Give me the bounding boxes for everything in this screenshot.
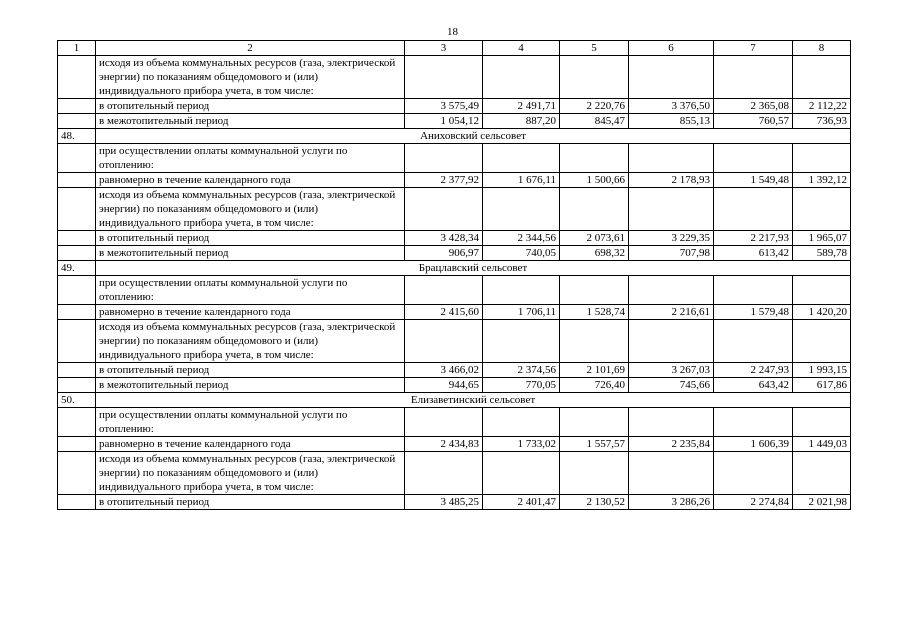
tariff-value: 1 549,48 — [714, 173, 793, 188]
tariff-value: 1 579,48 — [714, 305, 793, 320]
tariff-value: 2 216,61 — [629, 305, 714, 320]
column-header: 6 — [629, 41, 714, 56]
empty-cell — [714, 276, 793, 305]
empty-cell — [629, 144, 714, 173]
empty-cell — [483, 144, 560, 173]
empty-cell — [58, 56, 96, 99]
description-row — [58, 276, 851, 305]
tariff-value: 2 274,84 — [714, 495, 793, 510]
empty-cell — [405, 144, 483, 173]
section-number: 48. — [58, 129, 96, 144]
tariff-value: 1 054,12 — [405, 114, 483, 129]
row-description: при осуществлении оплаты коммунальной услуги по отоплению: — [96, 144, 405, 173]
tariff-value: 643,42 — [714, 378, 793, 393]
row-description: при осуществлении оплаты коммунальной услуги по отоплению: — [96, 408, 405, 437]
empty-cell — [629, 56, 714, 99]
tariff-value: 2 377,92 — [405, 173, 483, 188]
tariff-value: 2 217,93 — [714, 231, 793, 246]
empty-cell — [405, 408, 483, 437]
empty-cell — [714, 320, 793, 363]
row-label: равномерно в течение календарного года — [96, 437, 405, 452]
tariff-value: 589,78 — [793, 246, 851, 261]
row-label: в межотопительный период — [96, 378, 405, 393]
tariff-value: 2 220,76 — [560, 99, 629, 114]
table-row — [58, 363, 851, 378]
tariff-value: 3 428,34 — [405, 231, 483, 246]
row-description: исходя из объема коммунальных ресурсов (газа, электрической энергии) по показаниям общедомового и (или) индивидуального прибора учета, в том числе: — [96, 320, 405, 363]
empty-cell — [629, 320, 714, 363]
tariff-value: 736,93 — [793, 114, 851, 129]
empty-cell — [714, 452, 793, 495]
empty-cell — [483, 56, 560, 99]
description-row — [58, 144, 851, 173]
empty-cell — [405, 276, 483, 305]
column-header: 8 — [793, 41, 851, 56]
row-label: в отопительный период — [96, 231, 405, 246]
tariff-value: 1 557,57 — [560, 437, 629, 452]
tariff-value: 3 485,25 — [405, 495, 483, 510]
empty-cell — [793, 56, 851, 99]
empty-cell — [793, 452, 851, 495]
description-row — [58, 320, 851, 363]
tariff-value: 2 101,69 — [560, 363, 629, 378]
tariff-value: 740,05 — [483, 246, 560, 261]
empty-cell — [58, 144, 96, 173]
tariff-value: 906,97 — [405, 246, 483, 261]
table-row — [58, 231, 851, 246]
tariff-value: 1 676,11 — [483, 173, 560, 188]
tariff-value: 3 267,03 — [629, 363, 714, 378]
tariff-value: 944,65 — [405, 378, 483, 393]
empty-cell — [405, 188, 483, 231]
empty-cell — [560, 188, 629, 231]
empty-cell — [629, 452, 714, 495]
row-description: исходя из объема коммунальных ресурсов (газа, электрической энергии) по показаниям общедомового и (или) индивидуального прибора учета, в том числе: — [96, 452, 405, 495]
tariff-value: 1 965,07 — [793, 231, 851, 246]
tariff-value: 2 021,98 — [793, 495, 851, 510]
tariff-value: 2 491,71 — [483, 99, 560, 114]
empty-cell — [560, 276, 629, 305]
empty-cell — [793, 144, 851, 173]
empty-cell — [483, 276, 560, 305]
tariff-value: 1 392,12 — [793, 173, 851, 188]
empty-cell — [58, 99, 96, 114]
empty-cell — [714, 188, 793, 231]
table-row — [58, 378, 851, 393]
page-number: 18 — [447, 26, 458, 38]
tariff-value: 2 073,61 — [560, 231, 629, 246]
tariff-value: 2 112,22 — [793, 99, 851, 114]
column-header: 1 — [58, 41, 96, 56]
empty-cell — [483, 188, 560, 231]
tariff-value: 2 178,93 — [629, 173, 714, 188]
tariff-value: 2 415,60 — [405, 305, 483, 320]
table-row — [58, 305, 851, 320]
empty-cell — [58, 231, 96, 246]
empty-cell — [629, 276, 714, 305]
row-label: в отопительный период — [96, 495, 405, 510]
row-label: в отопительный период — [96, 99, 405, 114]
column-header: 5 — [560, 41, 629, 56]
tariff-value: 3 575,49 — [405, 99, 483, 114]
empty-cell — [58, 246, 96, 261]
tariff-value: 3 286,26 — [629, 495, 714, 510]
empty-cell — [629, 408, 714, 437]
empty-cell — [58, 188, 96, 231]
column-header: 7 — [714, 41, 793, 56]
empty-cell — [58, 305, 96, 320]
row-label: равномерно в течение календарного года — [96, 305, 405, 320]
empty-cell — [58, 378, 96, 393]
tariff-value: 3 376,50 — [629, 99, 714, 114]
table-row — [58, 246, 851, 261]
table-row — [58, 495, 851, 510]
empty-cell — [560, 408, 629, 437]
tariff-value: 3 229,35 — [629, 231, 714, 246]
empty-cell — [58, 173, 96, 188]
description-row — [58, 188, 851, 231]
section-row — [58, 393, 851, 408]
section-title: Брацлавский сельсовет — [96, 261, 851, 276]
empty-cell — [58, 276, 96, 305]
tariff-value: 2 374,56 — [483, 363, 560, 378]
empty-cell — [58, 363, 96, 378]
tariff-value: 1 528,74 — [560, 305, 629, 320]
tariff-value: 855,13 — [629, 114, 714, 129]
empty-cell — [405, 452, 483, 495]
row-label: в межотопительный период — [96, 246, 405, 261]
section-row — [58, 129, 851, 144]
tariff-value: 2 434,83 — [405, 437, 483, 452]
empty-cell — [58, 114, 96, 129]
empty-cell — [714, 408, 793, 437]
tariff-value: 617,86 — [793, 378, 851, 393]
row-label: в отопительный период — [96, 363, 405, 378]
empty-cell — [629, 188, 714, 231]
tariff-value: 1 449,03 — [793, 437, 851, 452]
empty-cell — [405, 320, 483, 363]
row-label: в межотопительный период — [96, 114, 405, 129]
tariff-value: 1 606,39 — [714, 437, 793, 452]
tariff-value: 1 420,20 — [793, 305, 851, 320]
empty-cell — [58, 437, 96, 452]
row-description: при осуществлении оплаты коммунальной услуги по отоплению: — [96, 276, 405, 305]
empty-cell — [793, 188, 851, 231]
tariff-value: 698,32 — [560, 246, 629, 261]
empty-cell — [560, 56, 629, 99]
table-row — [58, 114, 851, 129]
empty-cell — [714, 144, 793, 173]
section-title: Аниховский сельсовет — [96, 129, 851, 144]
column-header: 2 — [96, 41, 405, 56]
tariff-value: 707,98 — [629, 246, 714, 261]
table-row — [58, 437, 851, 452]
tariff-value: 770,05 — [483, 378, 560, 393]
column-header: 3 — [405, 41, 483, 56]
tariff-value: 2 344,56 — [483, 231, 560, 246]
tariff-value: 845,47 — [560, 114, 629, 129]
section-title: Елизаветинский сельсовет — [96, 393, 851, 408]
table-row — [58, 173, 851, 188]
empty-cell — [793, 320, 851, 363]
tariff-value: 1 500,66 — [560, 173, 629, 188]
tariff-table — [57, 40, 851, 510]
tariff-value: 1 733,02 — [483, 437, 560, 452]
empty-cell — [483, 452, 560, 495]
empty-cell — [58, 495, 96, 510]
row-description: исходя из объема коммунальных ресурсов (газа, электрической энергии) по показаниям общедомового и (или) индивидуального прибора учета, в том числе: — [96, 56, 405, 99]
empty-cell — [560, 452, 629, 495]
description-row — [58, 56, 851, 99]
section-row — [58, 261, 851, 276]
empty-cell — [793, 276, 851, 305]
tariff-value: 613,42 — [714, 246, 793, 261]
description-row — [58, 408, 851, 437]
tariff-value: 760,57 — [714, 114, 793, 129]
empty-cell — [560, 144, 629, 173]
empty-cell — [58, 320, 96, 363]
section-number: 49. — [58, 261, 96, 276]
tariff-value: 1 993,15 — [793, 363, 851, 378]
tariff-value: 887,20 — [483, 114, 560, 129]
tariff-value: 2 247,93 — [714, 363, 793, 378]
empty-cell — [405, 56, 483, 99]
tariff-value: 3 466,02 — [405, 363, 483, 378]
tariff-value: 2 130,52 — [560, 495, 629, 510]
empty-cell — [58, 452, 96, 495]
tariff-value: 2 235,84 — [629, 437, 714, 452]
empty-cell — [793, 408, 851, 437]
tariff-value: 1 706,11 — [483, 305, 560, 320]
empty-cell — [560, 320, 629, 363]
row-label: равномерно в течение календарного года — [96, 173, 405, 188]
empty-cell — [483, 408, 560, 437]
row-description: исходя из объема коммунальных ресурсов (газа, электрической энергии) по показаниям общедомового и (или) индивидуального прибора учета, в том числе: — [96, 188, 405, 231]
tariff-value: 2 365,08 — [714, 99, 793, 114]
tariff-value: 745,66 — [629, 378, 714, 393]
tariff-value: 726,40 — [560, 378, 629, 393]
description-row — [58, 452, 851, 495]
table-row — [58, 99, 851, 114]
column-header: 4 — [483, 41, 560, 56]
table-header-row — [58, 41, 851, 56]
empty-cell — [58, 408, 96, 437]
empty-cell — [714, 56, 793, 99]
section-number: 50. — [58, 393, 96, 408]
empty-cell — [483, 320, 560, 363]
tariff-value: 2 401,47 — [483, 495, 560, 510]
